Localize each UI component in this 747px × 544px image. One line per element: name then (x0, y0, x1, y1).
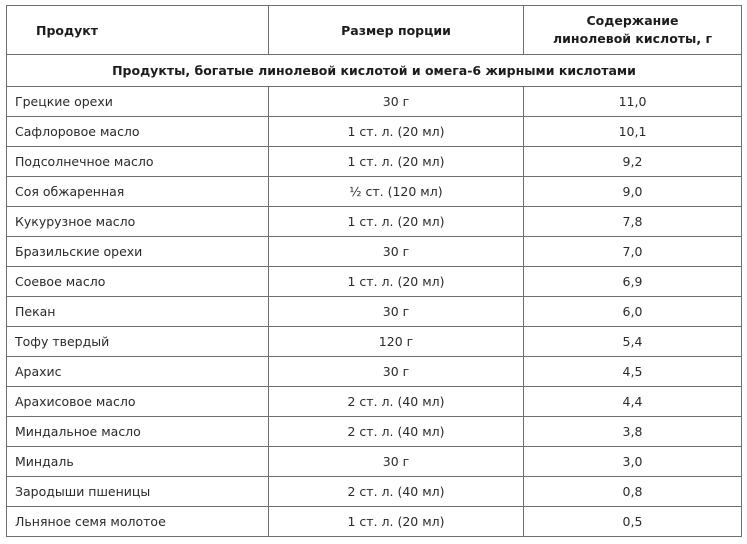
table-header-row (7, 6, 742, 55)
cell-value: 7,0 (524, 237, 742, 267)
cell-portion: 30 г (269, 87, 524, 117)
cell-value: 3,8 (524, 417, 742, 447)
table-row (7, 177, 742, 207)
cell-portion: ½ ст. (120 мл) (269, 177, 524, 207)
cell-product: Бразильские орехи (7, 237, 269, 267)
cell-portion: 30 г (269, 357, 524, 387)
cell-portion: 1 ст. л. (20 мл) (269, 117, 524, 147)
table-row (7, 207, 742, 237)
table-row (7, 117, 742, 147)
cell-value: 3,0 (524, 447, 742, 477)
cell-portion: 1 ст. л. (20 мл) (269, 207, 524, 237)
cell-value: 5,4 (524, 327, 742, 357)
table-row (7, 237, 742, 267)
cell-value: 7,8 (524, 207, 742, 237)
table-row (7, 147, 742, 177)
table-row (7, 447, 742, 477)
table-row (7, 267, 742, 297)
column-header-content (524, 6, 742, 55)
table-row (7, 357, 742, 387)
cell-portion: 1 ст. л. (20 мл) (269, 147, 524, 177)
table-row (7, 327, 742, 357)
cell-value: 4,4 (524, 387, 742, 417)
cell-product: Кукурузное масло (7, 207, 269, 237)
cell-portion: 2 ст. л. (40 мл) (269, 477, 524, 507)
linoleic-acid-table (6, 5, 742, 537)
cell-value: 0,8 (524, 477, 742, 507)
column-header-portion: Размер порции (269, 6, 524, 55)
cell-value: 6,9 (524, 267, 742, 297)
cell-product: Зародыши пшеницы (7, 477, 269, 507)
table-row (7, 507, 742, 537)
cell-product: Арахисовое масло (7, 387, 269, 417)
table-row (7, 477, 742, 507)
cell-portion: 2 ст. л. (40 мл) (269, 417, 524, 447)
cell-product: Тофу твердый (7, 327, 269, 357)
cell-product: Пекан (7, 297, 269, 327)
cell-value: 9,2 (524, 147, 742, 177)
table-row (7, 297, 742, 327)
cell-portion: 30 г (269, 237, 524, 267)
table-row (7, 87, 742, 117)
cell-value: 11,0 (524, 87, 742, 117)
section-title: Продукты, богатые линолевой кислотой и омега-6 жирными кислотами (7, 55, 742, 87)
column-header-content-line2: линолевой кислоты, г (553, 31, 712, 46)
table-row (7, 387, 742, 417)
section-row (7, 55, 742, 87)
cell-portion: 30 г (269, 297, 524, 327)
column-header-product (7, 6, 269, 55)
table-row (7, 417, 742, 447)
cell-product: Льняное семя молотое (7, 507, 269, 537)
cell-value: 6,0 (524, 297, 742, 327)
cell-product: Подсолнечное масло (7, 147, 269, 177)
cell-product: Соя обжаренная (7, 177, 269, 207)
column-header-content-line1: Содержание (586, 13, 679, 28)
cell-product: Соевое масло (7, 267, 269, 297)
cell-portion: 1 ст. л. (20 мл) (269, 507, 524, 537)
cell-portion: 120 г (269, 327, 524, 357)
cell-portion: 2 ст. л. (40 мл) (269, 387, 524, 417)
column-header-product-label: Продукт (36, 22, 98, 38)
cell-product: Грецкие орехи (7, 87, 269, 117)
cell-value: 10,1 (524, 117, 742, 147)
cell-product: Сафлоровое масло (7, 117, 269, 147)
cell-value: 9,0 (524, 177, 742, 207)
cell-product: Миндаль (7, 447, 269, 477)
cell-product: Миндальное масло (7, 417, 269, 447)
cell-product: Арахис (7, 357, 269, 387)
cell-value: 0,5 (524, 507, 742, 537)
cell-value: 4,5 (524, 357, 742, 387)
cell-portion: 1 ст. л. (20 мл) (269, 267, 524, 297)
table-container (6, 5, 741, 537)
cell-portion: 30 г (269, 447, 524, 477)
